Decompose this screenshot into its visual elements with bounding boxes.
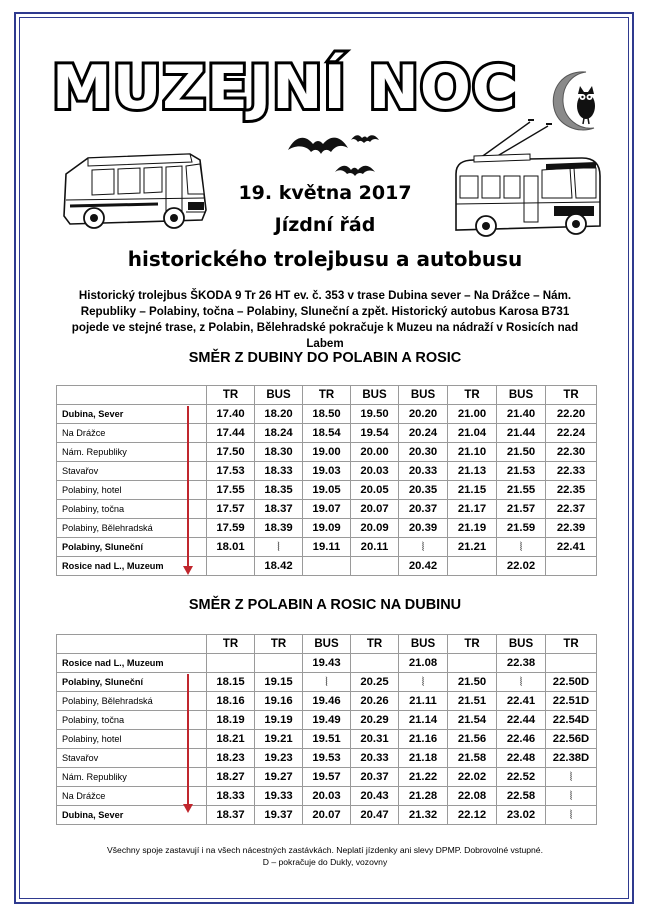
arrow-cell: [192, 692, 207, 711]
departure-time: 18.15: [207, 673, 255, 692]
departure-time: 21.15: [448, 481, 497, 500]
departure-time: 18.50: [303, 405, 351, 424]
departure-time: 22.38D: [546, 749, 597, 768]
departure-time: 19.03: [303, 462, 351, 481]
departure-time: 18.24: [255, 424, 303, 443]
table-row: [57, 654, 597, 673]
departure-time: 19.23: [255, 749, 303, 768]
departure-time: 17.57: [207, 500, 255, 519]
departure-time: 21.57: [497, 500, 546, 519]
departure-time: [448, 654, 497, 673]
departure-time: 17.50: [207, 443, 255, 462]
arrow-cell: [192, 519, 207, 538]
departure-time: 22.58: [497, 787, 546, 806]
departure-time: 20.39: [399, 519, 448, 538]
arrow-cell: [192, 673, 207, 692]
departure-time: 20.37: [399, 500, 448, 519]
arrow-cell: [192, 500, 207, 519]
table-row: [57, 462, 597, 481]
timetable-dubina-to-polabiny: [56, 385, 597, 576]
table-row: [57, 538, 597, 557]
departure-time: 21.00: [448, 405, 497, 424]
table2-header-row: [57, 635, 597, 654]
departure-time: 22.24: [546, 424, 597, 443]
arrow-cell: [192, 730, 207, 749]
departure-time: 19.09: [303, 519, 351, 538]
departure-time: 22.20: [546, 405, 597, 424]
departure-time: 22.12: [448, 806, 497, 825]
departure-time: 21.11: [399, 692, 448, 711]
arrow-cell: [192, 654, 207, 673]
departure-time: 20.30: [399, 443, 448, 462]
departure-time: 20.31: [351, 730, 399, 749]
departure-time: 17.59: [207, 519, 255, 538]
departure-time: 19.37: [255, 806, 303, 825]
departure-time: 20.05: [351, 481, 399, 500]
departure-time: 18.35: [255, 481, 303, 500]
stop-name: Nám. Republiky: [57, 443, 192, 462]
departure-time: 20.09: [351, 519, 399, 538]
departure-time: 21.10: [448, 443, 497, 462]
departure-time: 21.16: [399, 730, 448, 749]
departure-time: 19.49: [303, 711, 351, 730]
departure-time: [207, 654, 255, 673]
departure-time: 21.21: [448, 538, 497, 557]
departure-time: 22.51D: [546, 692, 597, 711]
departure-time: 21.04: [448, 424, 497, 443]
departure-time: 17.53: [207, 462, 255, 481]
column-header: BUS: [497, 386, 546, 405]
departure-time: 22.48: [497, 749, 546, 768]
stop-name: Rosice nad L., Muzeum: [57, 557, 192, 576]
departure-time: 18.37: [255, 500, 303, 519]
column-header: TR: [255, 635, 303, 654]
header-blank-cell: [57, 386, 207, 405]
table2-title: SMĚR Z POLABIN A ROSIC NA DUBINU: [188, 597, 462, 613]
departure-time: 18.16: [207, 692, 255, 711]
departure-time: 23.02: [497, 806, 546, 825]
direction-arrow-2: [187, 674, 189, 808]
timetable-polabiny-to-dubina: [56, 634, 597, 825]
table-row: [57, 424, 597, 443]
departure-time: 21.19: [448, 519, 497, 538]
departure-time: 22.54D: [546, 711, 597, 730]
departure-time: 19.54: [351, 424, 399, 443]
departure-time: [351, 654, 399, 673]
table-row: [57, 500, 597, 519]
route-description: Historický trolejbus ŠKODA 9 Tr 26 HT ev. č. 353 v trase Dubina sever – Na Drážce – Nám. Republiky – Polabiny, točna – Polabiny, Sluneční a zpět. Historický autobus Karosa B731 pojede ve stejné trase, z Polabin, Bělehradské pokračuje k Muzeu na nádraží v Rosicích nad Labem: [71, 289, 579, 350]
departure-time: ⦚: [399, 538, 448, 557]
departure-time: 20.03: [303, 787, 351, 806]
departure-time: 21.53: [497, 462, 546, 481]
departure-time: 19.57: [303, 768, 351, 787]
stop-name: Na Drážce: [57, 424, 192, 443]
column-header: TR: [207, 635, 255, 654]
departure-time: 22.39: [546, 519, 597, 538]
departure-time: 17.55: [207, 481, 255, 500]
departure-time: 22.37: [546, 500, 597, 519]
departure-time: [351, 557, 399, 576]
departure-time: 21.40: [497, 405, 546, 424]
table-row: [57, 768, 597, 787]
departure-time: 20.42: [399, 557, 448, 576]
departure-time: 19.53: [303, 749, 351, 768]
departure-time: 20.26: [351, 692, 399, 711]
departure-time: 22.50D: [546, 673, 597, 692]
stop-name: Polabiny, točna: [57, 711, 192, 730]
departure-time: ⦚: [546, 806, 597, 825]
column-header: BUS: [303, 635, 351, 654]
table1-title: SMĚR Z DUBINY DO POLABIN A ROSIC: [188, 350, 462, 366]
departure-time: 21.13: [448, 462, 497, 481]
arrow-cell: [192, 749, 207, 768]
departure-time: ⦚: [255, 538, 303, 557]
column-header: TR: [448, 386, 497, 405]
departure-time: 18.21: [207, 730, 255, 749]
departure-time: [546, 654, 597, 673]
departure-time: ⦚: [399, 673, 448, 692]
departure-time: 21.14: [399, 711, 448, 730]
departure-time: [207, 557, 255, 576]
stop-name: Polabiny, Sluneční: [57, 538, 192, 557]
footer-note: Všechny spoje zastavují i na všech nácestných zastávkách. Neplatí jízdenky ani slevy DPMP. Dobrovolné vstupné.: [107, 845, 543, 855]
departure-time: 19.00: [303, 443, 351, 462]
departure-time: 22.08: [448, 787, 497, 806]
stop-name: Dubina, Sever: [57, 405, 192, 424]
column-header: TR: [207, 386, 255, 405]
departure-time: ⦚: [497, 673, 546, 692]
bats-icon: [283, 126, 393, 186]
stop-name: Dubina, Sever: [57, 806, 192, 825]
timetable-heading: Jízdní řád: [274, 214, 376, 236]
departure-time: 22.56D: [546, 730, 597, 749]
column-header: TR: [351, 635, 399, 654]
page-title: MUZEJNÍ NOC: [52, 53, 517, 123]
departure-time: 17.44: [207, 424, 255, 443]
table-row: [57, 806, 597, 825]
table-row: [57, 787, 597, 806]
departure-time: 18.54: [303, 424, 351, 443]
departure-time: 21.51: [448, 692, 497, 711]
departure-time: 19.33: [255, 787, 303, 806]
departure-time: 21.54: [448, 711, 497, 730]
departure-time: 22.52: [497, 768, 546, 787]
arrow-cell: [192, 443, 207, 462]
departure-time: ⦚: [546, 768, 597, 787]
column-header: BUS: [399, 635, 448, 654]
stop-name: Polabiny, Bělehradská: [57, 692, 192, 711]
departure-time: 19.15: [255, 673, 303, 692]
departure-time: 22.41: [546, 538, 597, 557]
column-header: BUS: [497, 635, 546, 654]
table1-header-row: [57, 386, 597, 405]
direction-arrowhead-2: [183, 804, 193, 813]
departure-time: 21.22: [399, 768, 448, 787]
stop-name: Polabiny, Sluneční: [57, 673, 192, 692]
arrow-cell: [192, 711, 207, 730]
departure-time: 22.44: [497, 711, 546, 730]
table-row: [57, 519, 597, 538]
departure-time: 20.07: [303, 806, 351, 825]
stop-name: Stavařov: [57, 462, 192, 481]
departure-time: 20.11: [351, 538, 399, 557]
departure-time: 19.21: [255, 730, 303, 749]
table-row: [57, 692, 597, 711]
departure-time: 20.03: [351, 462, 399, 481]
departure-time: 18.23: [207, 749, 255, 768]
departure-time: 19.19: [255, 711, 303, 730]
departure-time: 19.11: [303, 538, 351, 557]
column-header: BUS: [351, 386, 399, 405]
departure-time: 21.28: [399, 787, 448, 806]
column-header: TR: [448, 635, 497, 654]
departure-time: 21.56: [448, 730, 497, 749]
departure-time: 21.50: [448, 673, 497, 692]
departure-time: 21.59: [497, 519, 546, 538]
header-blank-cell: [57, 635, 207, 654]
departure-time: [255, 654, 303, 673]
departure-time: 19.27: [255, 768, 303, 787]
stop-name: Polabiny, točna: [57, 500, 192, 519]
table-row: [57, 730, 597, 749]
departure-time: 19.16: [255, 692, 303, 711]
column-header: BUS: [399, 386, 448, 405]
departure-time: 21.58: [448, 749, 497, 768]
departure-time: 20.07: [351, 500, 399, 519]
departure-time: 20.24: [399, 424, 448, 443]
departure-time: 21.08: [399, 654, 448, 673]
departure-time: 18.37: [207, 806, 255, 825]
departure-time: 20.37: [351, 768, 399, 787]
departure-time: 20.33: [399, 462, 448, 481]
arrow-cell: [192, 405, 207, 424]
arrow-cell: [192, 538, 207, 557]
departure-time: 20.33: [351, 749, 399, 768]
departure-time: 18.33: [207, 787, 255, 806]
table-row: [57, 557, 597, 576]
column-header: TR: [303, 386, 351, 405]
departure-time: 18.42: [255, 557, 303, 576]
direction-arrow-1: [187, 406, 189, 570]
departure-time: 18.19: [207, 711, 255, 730]
column-header: TR: [546, 635, 597, 654]
arrow-cell: [192, 424, 207, 443]
departure-time: 21.55: [497, 481, 546, 500]
departure-time: [546, 557, 597, 576]
column-header: BUS: [255, 386, 303, 405]
table-row: [57, 443, 597, 462]
departure-time: 18.39: [255, 519, 303, 538]
arrow-cell: [192, 481, 207, 500]
table-row: [57, 405, 597, 424]
departure-time: 22.38: [497, 654, 546, 673]
stop-name: Stavařov: [57, 749, 192, 768]
departure-time: 21.18: [399, 749, 448, 768]
departure-time: 22.02: [497, 557, 546, 576]
departure-time: 20.29: [351, 711, 399, 730]
direction-arrowhead-1: [183, 566, 193, 575]
departure-time: 22.46: [497, 730, 546, 749]
departure-time: 17.40: [207, 405, 255, 424]
stop-name: Polabiny, Bělehradská: [57, 519, 192, 538]
departure-time: 20.20: [399, 405, 448, 424]
departure-time: 19.51: [303, 730, 351, 749]
departure-time: [303, 557, 351, 576]
departure-time: 21.44: [497, 424, 546, 443]
column-header: TR: [546, 386, 597, 405]
departure-time: 19.07: [303, 500, 351, 519]
departure-time: [448, 557, 497, 576]
departure-time: 20.00: [351, 443, 399, 462]
footer-legend: D – pokračuje do Dukly, vozovny: [262, 857, 388, 867]
departure-time: ⦚: [497, 538, 546, 557]
timetable-subheading: historického trolejbusu a autobusu: [127, 247, 523, 271]
arrow-cell: [192, 806, 207, 825]
departure-time: 22.33: [546, 462, 597, 481]
departure-time: 20.35: [399, 481, 448, 500]
event-date: 19. května 2017: [238, 182, 412, 204]
departure-time: ⦚: [303, 673, 351, 692]
departure-time: 20.43: [351, 787, 399, 806]
departure-time: 19.46: [303, 692, 351, 711]
departure-time: ⦚: [546, 787, 597, 806]
departure-time: 18.30: [255, 443, 303, 462]
arrow-cell: [192, 557, 207, 576]
arrow-cell: [192, 462, 207, 481]
departure-time: 20.47: [351, 806, 399, 825]
departure-time: 19.50: [351, 405, 399, 424]
table-row: [57, 711, 597, 730]
table-row: [57, 749, 597, 768]
departure-time: 22.35: [546, 481, 597, 500]
departure-time: 18.33: [255, 462, 303, 481]
table-row: [57, 673, 597, 692]
stop-name: Na Drážce: [57, 787, 192, 806]
departure-time: 21.50: [497, 443, 546, 462]
arrow-cell: [192, 787, 207, 806]
departure-time: 21.17: [448, 500, 497, 519]
departure-time: 19.43: [303, 654, 351, 673]
stop-name: Rosice nad L., Muzeum: [57, 654, 192, 673]
stop-name: Polabiny, hotel: [57, 481, 192, 500]
stop-name: Nám. Republiky: [57, 768, 192, 787]
table-row: [57, 481, 597, 500]
departure-time: 20.25: [351, 673, 399, 692]
departure-time: 18.27: [207, 768, 255, 787]
departure-time: 18.20: [255, 405, 303, 424]
departure-time: 21.32: [399, 806, 448, 825]
departure-time: 19.05: [303, 481, 351, 500]
arrow-cell: [192, 768, 207, 787]
departure-time: 22.41: [497, 692, 546, 711]
departure-time: 22.30: [546, 443, 597, 462]
departure-time: 22.02: [448, 768, 497, 787]
departure-time: 18.01: [207, 538, 255, 557]
stop-name: Polabiny, hotel: [57, 730, 192, 749]
